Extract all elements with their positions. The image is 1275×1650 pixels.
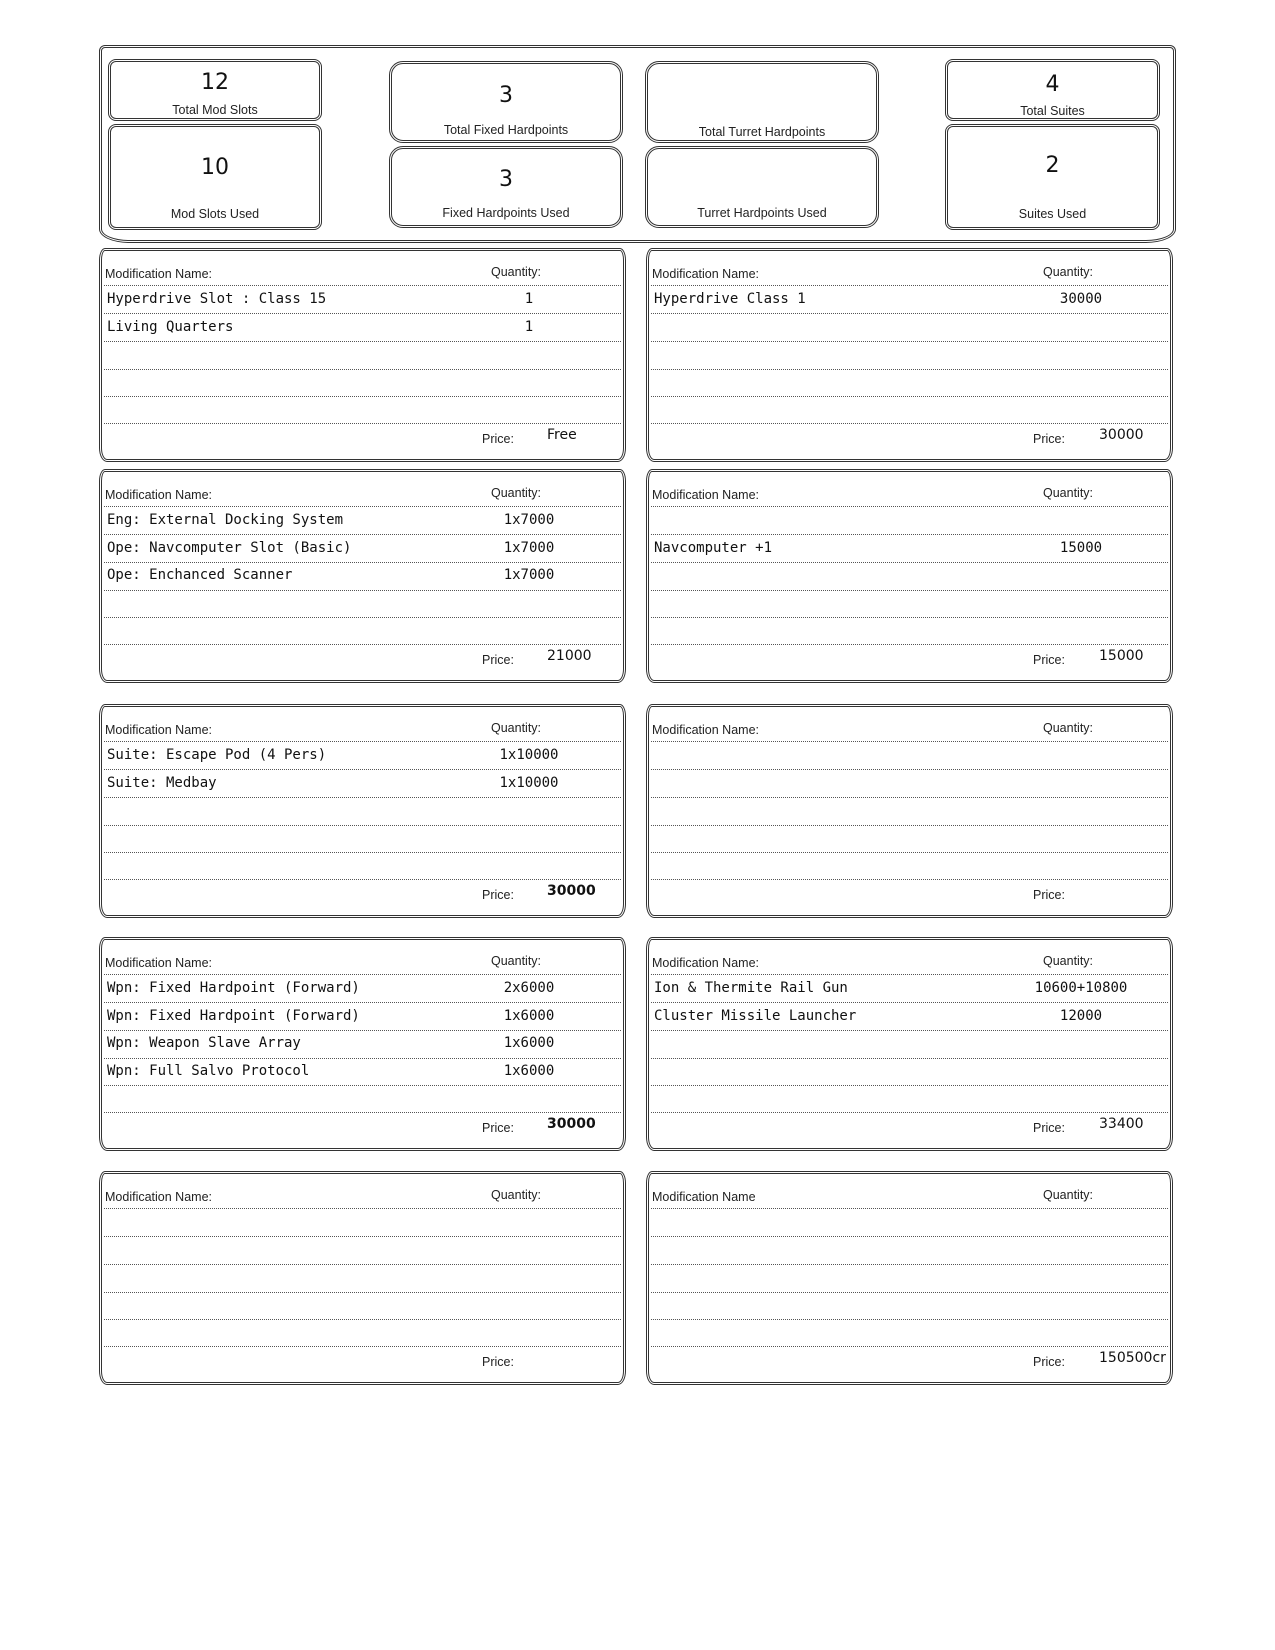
entry-line: [651, 617, 1168, 618]
price-label: Price:: [1033, 653, 1065, 667]
modification-name: Ope: Enchanced Scanner: [107, 567, 293, 583]
modification-name-header: Modification Name:: [105, 488, 212, 502]
entry-line: [104, 852, 621, 853]
modification-name: Ope: Navcomputer Slot (Basic): [107, 539, 352, 556]
entry-line: [651, 396, 1168, 397]
entry-line: [104, 313, 621, 314]
entry-line: [651, 769, 1168, 770]
modification-name-header: Modification Name:: [652, 267, 759, 281]
price-value: Free: [547, 427, 577, 443]
total-fixed-hardpoints-box: [389, 61, 623, 143]
entry-line: [651, 423, 1168, 424]
entry-line: [651, 313, 1168, 314]
modification-quantity: 1x7000: [503, 539, 555, 556]
price-value: 33400: [1099, 1116, 1144, 1132]
modification-name-header: Modification Name:: [652, 956, 759, 970]
entry-line: [651, 644, 1168, 645]
price-label: Price:: [1033, 888, 1065, 902]
quantity-header: Quantity:: [1043, 721, 1094, 735]
entry-line: [651, 1112, 1168, 1113]
modification-quantity: 2x6000: [503, 980, 555, 996]
modification-panel: [646, 1171, 1173, 1385]
modification-name-header: Modification Name:: [105, 723, 212, 737]
modification-name: Eng: External Docking System: [107, 512, 344, 528]
modification-name-header: Modification Name:: [105, 1190, 212, 1204]
entry-line: [651, 534, 1168, 535]
entry-line: [651, 562, 1168, 563]
entry-line: [104, 506, 621, 507]
total-fixed-hardpoints-value: 3: [499, 83, 513, 108]
modification-quantity: 15000: [1059, 539, 1103, 556]
fixed-hardpoints-used-box: [389, 146, 623, 228]
entry-line: [104, 825, 621, 826]
entry-line: [651, 1264, 1168, 1265]
quantity-header: Quantity:: [491, 721, 542, 735]
modification-quantity: 1x6000: [503, 1035, 555, 1051]
modification-name-header: Modification Name:: [105, 267, 212, 281]
price-label: Price:: [1033, 432, 1065, 446]
turret-hardpoints-used-label: Turret Hardpoints Used: [697, 206, 827, 220]
total-suites-label: Total Suites: [1020, 104, 1085, 118]
entry-line: [104, 341, 621, 342]
price-value: 30000: [547, 1116, 596, 1132]
entry-line: [651, 1085, 1168, 1086]
price-label: Price:: [482, 432, 514, 446]
modification-name: Hyperdrive Class 1: [654, 291, 806, 307]
entry-line: [651, 1002, 1168, 1003]
price-value: 30000: [547, 883, 596, 899]
price-label: Price:: [1033, 1121, 1065, 1135]
total-turret-hardpoints-box: [645, 61, 879, 143]
entry-line: [104, 1058, 621, 1059]
modification-quantity: 12000: [1059, 1007, 1103, 1024]
entry-line: [651, 341, 1168, 342]
price-label: Price:: [1033, 1355, 1065, 1369]
turret-hardpoints-used-box: [645, 146, 879, 228]
total-suites-box: [945, 59, 1160, 121]
price-value: 150500cr: [1099, 1350, 1166, 1366]
entry-line: [104, 423, 621, 424]
entry-line: [104, 1030, 621, 1031]
modification-panel: [99, 1171, 626, 1385]
mod-slots-used-box: [108, 124, 322, 230]
price-label: Price:: [482, 888, 514, 902]
entry-line: [104, 1292, 621, 1293]
entry-line: [104, 617, 621, 618]
entry-line: [104, 1236, 621, 1237]
entry-line: [651, 974, 1168, 975]
modification-name-header: Modification Name:: [105, 956, 212, 970]
quantity-header: Quantity:: [1043, 486, 1094, 500]
total-mod-slots-value: 12: [201, 70, 229, 95]
modification-name: Navcomputer +1: [654, 539, 773, 556]
quantity-header: Quantity:: [491, 1188, 542, 1202]
entry-line: [651, 1208, 1168, 1209]
entry-line: [104, 285, 621, 286]
entry-line: [104, 1208, 621, 1209]
price-value: 21000: [547, 648, 592, 664]
modification-name: Suite: Medbay: [107, 774, 217, 791]
modification-panel: [99, 704, 626, 918]
modification-name: Ion & Thermite Rail Gun: [654, 980, 848, 996]
total-turret-hardpoints-label: Total Turret Hardpoints: [698, 125, 826, 139]
modification-panel: [99, 937, 626, 1151]
quantity-header: Quantity:: [1043, 265, 1094, 279]
quantity-header: Quantity:: [491, 486, 542, 500]
entry-line: [104, 562, 621, 563]
entry-line: [651, 285, 1168, 286]
entry-line: [104, 1085, 621, 1086]
entry-line: [651, 369, 1168, 370]
total-mod-slots-label: Total Mod Slots: [172, 103, 258, 117]
modification-panel: [646, 248, 1173, 462]
entry-line: [651, 1058, 1168, 1059]
modification-panel: [99, 248, 626, 462]
modification-panel: [646, 704, 1173, 918]
modification-name-header: Modification Name:: [652, 488, 759, 502]
entry-line: [651, 506, 1168, 507]
mod-slots-used-label: Mod Slots Used: [170, 207, 260, 221]
modification-quantity: 1: [524, 291, 534, 307]
modification-quantity: 1x7000: [503, 567, 555, 583]
entry-line: [104, 974, 621, 975]
modification-name: Living Quarters: [107, 318, 234, 335]
price-label: Price:: [482, 653, 514, 667]
entry-line: [104, 534, 621, 535]
entry-line: [104, 797, 621, 798]
modification-quantity: 1x10000: [499, 747, 559, 763]
quantity-header: Quantity:: [491, 265, 542, 279]
entry-line: [651, 1319, 1168, 1320]
fixed-hardpoints-used-label: Fixed Hardpoints Used: [442, 206, 570, 220]
fixed-hardpoints-used-value: 3: [499, 167, 513, 192]
entry-line: [651, 879, 1168, 880]
entry-line: [651, 852, 1168, 853]
entry-line: [104, 879, 621, 880]
price-label: Price:: [482, 1121, 514, 1135]
modification-quantity: 1x6000: [503, 1062, 555, 1079]
modification-name-header: Modification Name: [652, 1190, 756, 1204]
entry-line: [651, 797, 1168, 798]
entry-line: [104, 590, 621, 591]
entry-line: [104, 1264, 621, 1265]
modification-name: Cluster Missile Launcher: [654, 1007, 857, 1024]
modification-quantity: 30000: [1059, 291, 1103, 307]
total-suites-value: 4: [1045, 72, 1060, 97]
entry-line: [651, 1346, 1168, 1347]
modification-panel: [99, 469, 626, 683]
entry-line: [651, 825, 1168, 826]
price-value: 30000: [1099, 427, 1144, 443]
suites-used-value: 2: [1045, 153, 1060, 178]
suites-used-label: Suites Used: [1018, 207, 1087, 221]
price-value: 15000: [1099, 648, 1144, 664]
entry-line: [651, 1030, 1168, 1031]
modification-quantity: 1x7000: [503, 512, 555, 528]
quantity-header: Quantity:: [491, 954, 542, 968]
modification-quantity: 1: [524, 318, 534, 335]
quantity-header: Quantity:: [1043, 1188, 1094, 1202]
entry-line: [104, 644, 621, 645]
price-label: Price:: [482, 1355, 514, 1369]
entry-line: [104, 1346, 621, 1347]
entry-line: [651, 1236, 1168, 1237]
total-fixed-hardpoints-label: Total Fixed Hardpoints: [443, 123, 569, 137]
modification-quantity: 10600+10800: [1034, 980, 1128, 996]
modification-name: Wpn: Fixed Hardpoint (Forward): [107, 980, 360, 996]
entry-line: [104, 1319, 621, 1320]
suites-used-box: [945, 124, 1160, 230]
entry-line: [651, 1292, 1168, 1293]
entry-line: [104, 769, 621, 770]
modification-quantity: 1x10000: [499, 774, 559, 791]
entry-line: [651, 590, 1168, 591]
entry-line: [104, 741, 621, 742]
modification-panel: [646, 937, 1173, 1151]
modification-quantity: 1x6000: [503, 1007, 555, 1024]
modification-name: Wpn: Weapon Slave Array: [107, 1035, 301, 1051]
quantity-header: Quantity:: [1043, 954, 1094, 968]
modification-panel: [646, 469, 1173, 683]
modification-name-header: Modification Name:: [652, 723, 759, 737]
entry-line: [651, 741, 1168, 742]
entry-line: [104, 1112, 621, 1113]
modification-name: Wpn: Fixed Hardpoint (Forward): [107, 1007, 360, 1024]
total-mod-slots-box: [108, 59, 322, 121]
entry-line: [104, 369, 621, 370]
entry-line: [104, 396, 621, 397]
modification-name: Wpn: Full Salvo Protocol: [107, 1062, 310, 1079]
entry-line: [104, 1002, 621, 1003]
modification-name: Suite: Escape Pod (4 Pers): [107, 747, 327, 763]
mod-slots-used-value: 10: [201, 155, 229, 180]
modification-name: Hyperdrive Slot : Class 15: [107, 291, 327, 307]
